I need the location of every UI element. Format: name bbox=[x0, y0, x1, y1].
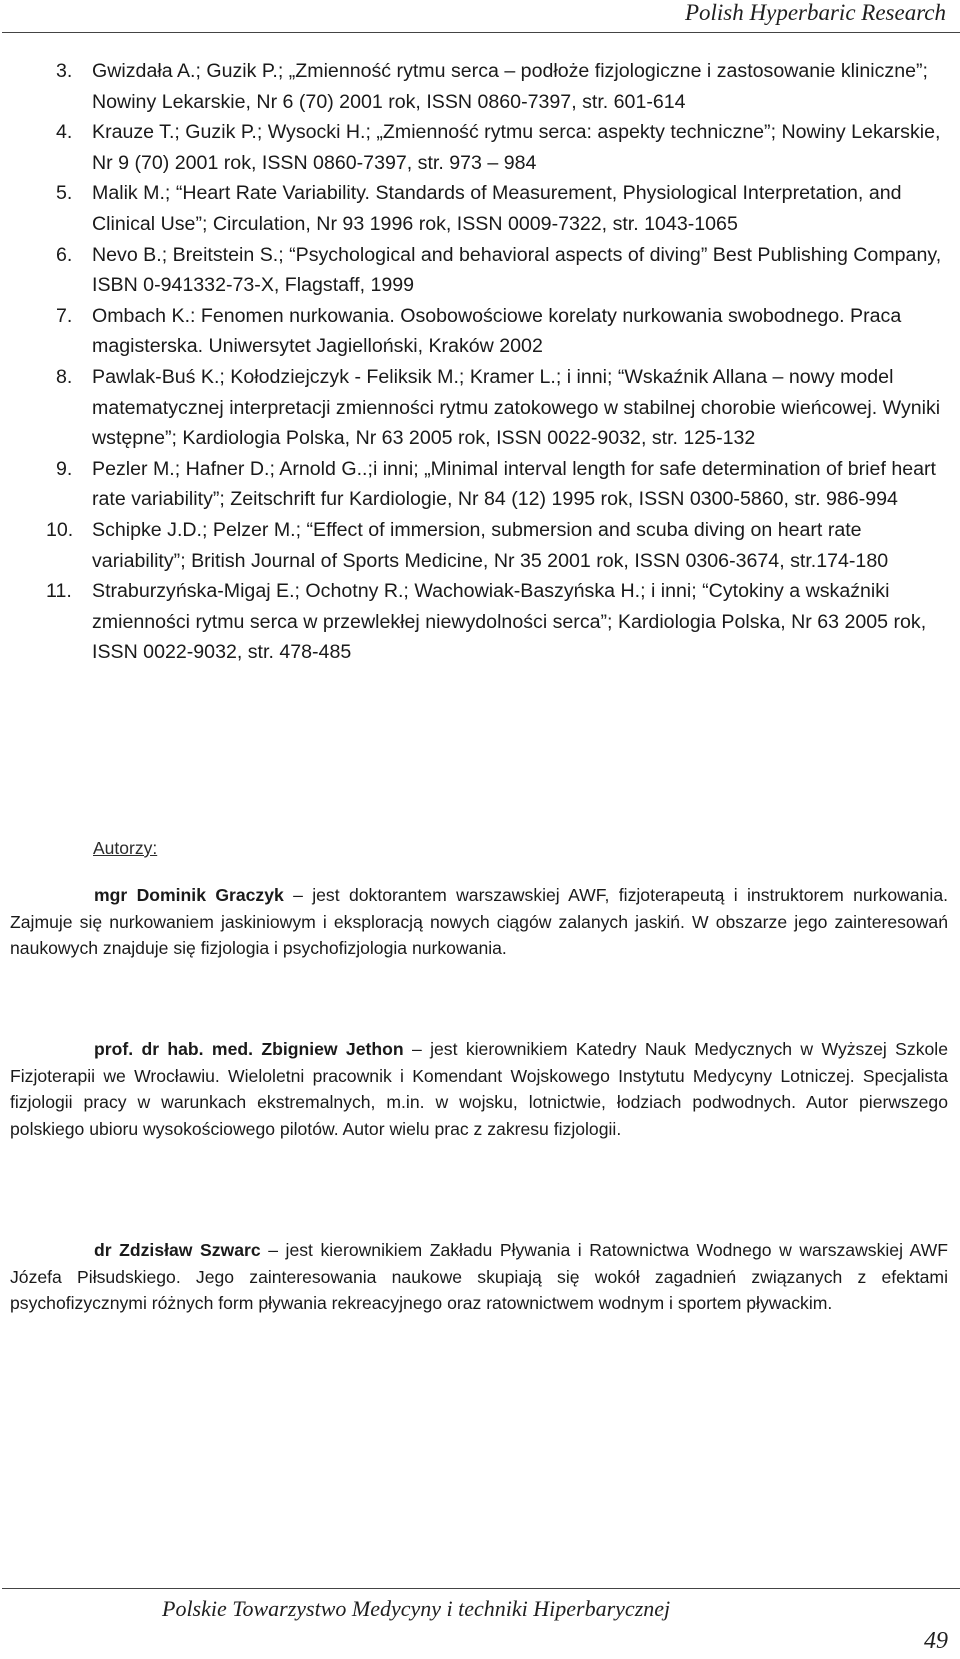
reference-number: 8. bbox=[56, 365, 73, 388]
reference-list bbox=[46, 56, 946, 668]
author-bio-jethon bbox=[10, 1036, 948, 1143]
running-header: Polish Hyperbaric Research bbox=[684, 0, 946, 25]
reference-number: 9. bbox=[56, 457, 73, 480]
reference-item bbox=[56, 240, 946, 301]
header-rule bbox=[2, 32, 960, 33]
author-description: – jest kierownikiem Katedry Nauk Medycznych w Wyższej Szkole Fizjoterapii we Wrocławiu. Wieloletni pracownik i Komendant Wojskowego Instytutu Medycyny Lotniczej. Specjalista fizjologii pracy w warunkach ekstremalnych, m.in. w wojsku, lotnictwie, łodziach podwodnych. Autor pierwszego polskiego ubioru wysokościowego pilotów. Autor wielu prac z zakresu fizjologii. bbox=[10, 1039, 948, 1140]
reference-text: Krauze T.; Guzik P.; Wysocki H.; „Zmienność rytmu serca: aspekty techniczne”; Nowiny Lekarskie, Nr 9 (70) 2001 rok, ISSN 0860-7397, str. 973 – 984 bbox=[92, 121, 941, 174]
author-name: prof. dr hab. med. Zbigniew Jethon bbox=[94, 1039, 404, 1059]
reference-number: 10. bbox=[46, 518, 74, 541]
author-bio-graczyk bbox=[10, 882, 948, 962]
reference-text: Nevo B.; Breitstein S.; “Psychological and behavioral aspects of diving” Best Publishing Company, ISBN 0-941332-73-X, Flagstaff, 1999 bbox=[92, 243, 942, 297]
authors-heading: Autorzy: bbox=[93, 838, 158, 858]
reference-item bbox=[56, 117, 946, 178]
author-name: dr Zdzisław Szwarc bbox=[94, 1240, 261, 1260]
reference-item bbox=[56, 56, 946, 117]
reference-item bbox=[46, 515, 946, 576]
reference-number: 4. bbox=[56, 121, 73, 144]
page-number: 49 bbox=[924, 1628, 948, 1654]
reference-number: 6. bbox=[56, 243, 73, 266]
author-name: mgr Dominik Graczyk bbox=[94, 885, 284, 905]
author-description: – jest doktorantem warszawskiej AWF, fizjoterapeutą i instruktorem nurkowania. Zajmuje się nurkowaniem jaskiniowym i eksploracją nowych ciągów zalanych jaskiń. W obszarze jego zainteresowań naukowych znajduje się fizjologia i psychofizjologia nurkowania. bbox=[10, 885, 948, 959]
running-footer: Polskie Towarzystwo Medycyny i techniki Hiperbarycznej bbox=[162, 1596, 671, 1621]
reference-text: Straburzyńska-Migaj E.; Ochotny R.; Wachowiak-Baszyńska H.; i inni; “Cytokiny a wskaźniki zmienności rytmu serca w przewlekłej niewydolności serca”; Kardiologia Polska, Nr 63 2005 rok, ISSN 0022-9032, str. 478-485 bbox=[92, 580, 927, 664]
reference-text: Gwizdała A.; Guzik P.; „Zmienność rytmu serca – podłoże fizjologiczne i zastosowanie kliniczne”; Nowiny Lekarskie, Nr 6 (70) 2001 rok, ISSN 0860-7397, str. 601-614 bbox=[92, 60, 928, 113]
reference-number: 5. bbox=[56, 182, 73, 205]
footer-rule bbox=[2, 1588, 960, 1589]
reference-number: 3. bbox=[56, 60, 73, 82]
reference-item bbox=[56, 454, 946, 515]
reference-text: Pawlak-Buś K.; Kołodziejczyk - Feliksik M.; Kramer L.; i inni; “Wskaźnik Allana – nowy model matematycznej interpretacji zmienności rytmu zatokowego w stabilnej chorobie wieńcowej. Wyniki wstępne”; Kardiologia Polska, Nr 63 2005 rok, ISSN 0022-9032, str. 125-132 bbox=[92, 365, 941, 450]
reference-text: Ombach K.: Fenomen nurkowania. Osobowościowe korelaty nurkowania swobodnego. Praca magisterska. Uniwersytet Jagielloński, Kraków 2002 bbox=[92, 304, 902, 358]
reference-item bbox=[56, 362, 946, 454]
reference-item bbox=[56, 178, 946, 239]
reference-item bbox=[56, 301, 946, 362]
reference-number: 11. bbox=[46, 580, 72, 603]
author-description: – jest kierownikiem Zakładu Pływania i Ratownictwa Wodnego w warszawskiej AWF Józefa Piłsudskiego. Jego zainteresowania naukowe skupiają się wokół zagadnień związanych z efektami psychofizycznymi różnych form pływania rekreacyjnego oraz ratownictwem wodnym i sportem pływackim. bbox=[10, 1240, 948, 1314]
reference-text: Schipke J.D.; Pelzer M.; “Effect of immersion, submersion and scuba diving on heart rate variability”; British Journal of Sports Medicine, Nr 35 2001 rok, ISSN 0306-3674, str.174-180 bbox=[92, 518, 889, 572]
reference-item bbox=[46, 576, 946, 668]
reference-text: Pezler M.; Hafner D.; Arnold G..;i inni; „Minimal interval length for safe determination of brief heart rate variability”; Zeitschrift fur Kardiologie, Nr 84 (12) 1995 rok, ISSN 0300-5860, str. 986-994 bbox=[92, 457, 936, 511]
author-bio-szwarc bbox=[10, 1237, 948, 1317]
reference-text: Malik M.; “Heart Rate Variability. Standards of Measurement, Physiological Interpretation, and Clinical Use”; Circulation, Nr 93 1996 rok, ISSN 0009-7322, str. 1043-1065 bbox=[92, 182, 902, 235]
reference-number: 7. bbox=[56, 304, 73, 327]
